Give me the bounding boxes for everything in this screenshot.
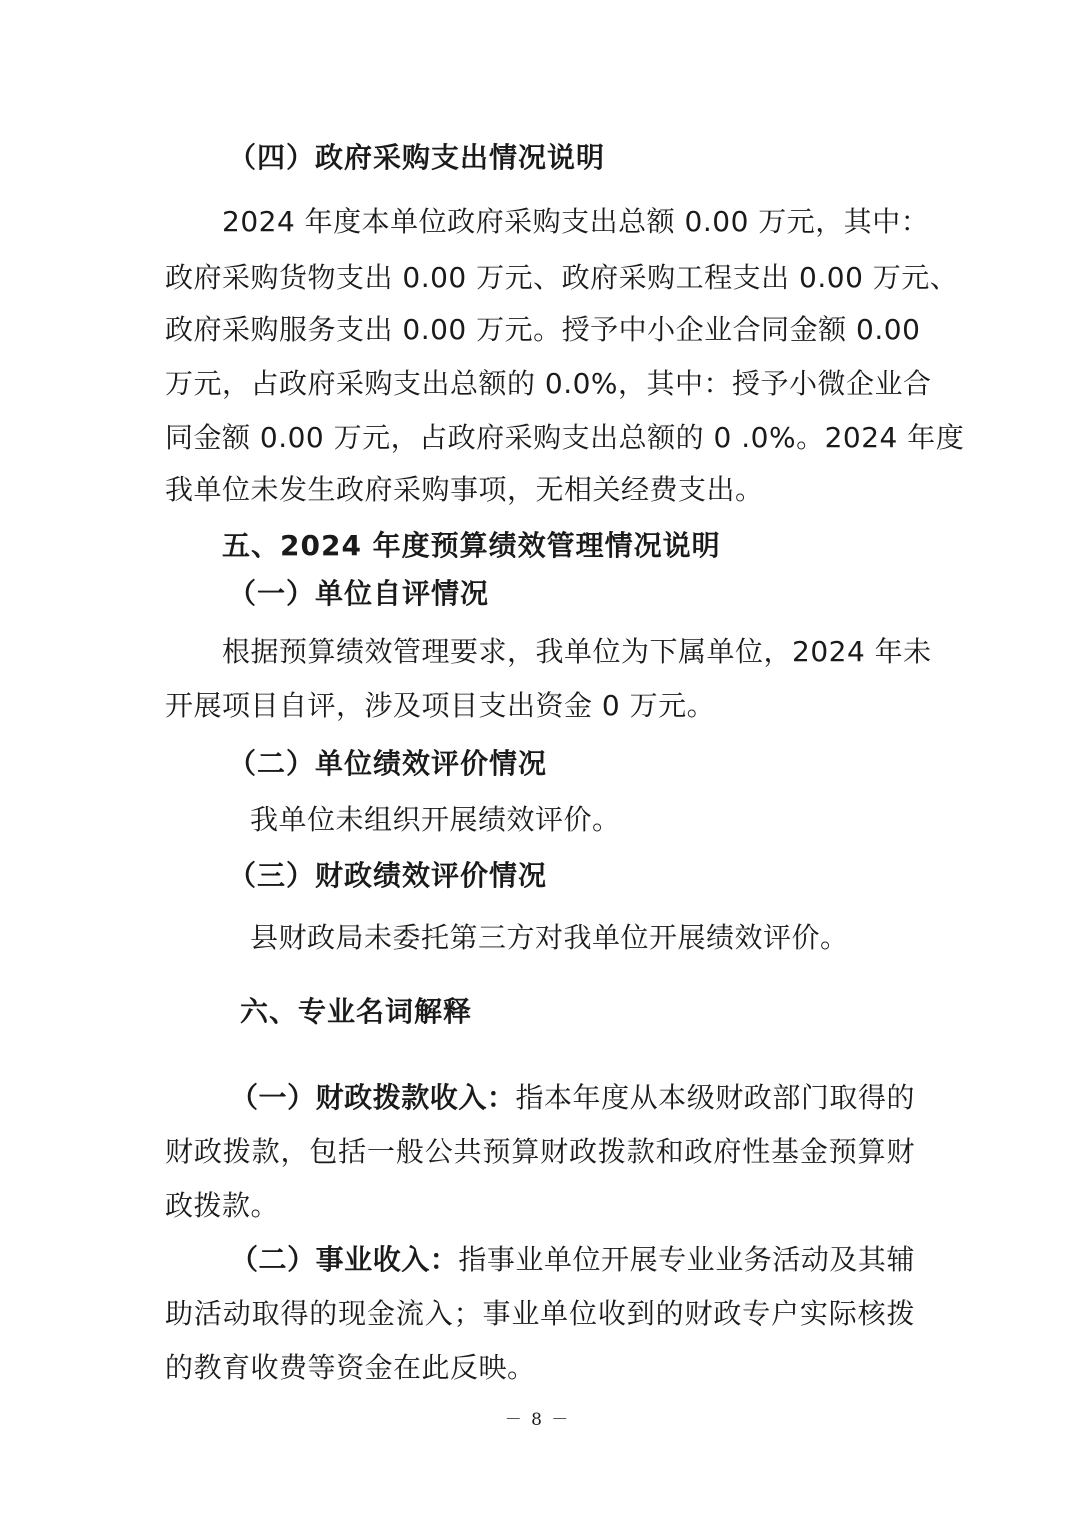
paragraph-line: 同金额 0.00 万元，占政府采购支出总额的 0 .0%。2024 年度 [165, 421, 965, 454]
glossary-term-definition: 指事业单位开展专业业务活动及其辅 [458, 1243, 915, 1276]
paragraph-line: 我单位未组织开展绩效评价。 [250, 803, 621, 836]
page-number: － 8 － [504, 1410, 571, 1430]
paragraph-line: 县财政局未委托第三方对我单位开展绩效评价。 [250, 921, 849, 954]
subsection-heading-unit-evaluation: （二）单位绩效评价情况 [228, 747, 548, 780]
paragraph-line: 财政拨款，包括一般公共预算财政拨款和政府性基金预算财 [165, 1135, 915, 1168]
paragraph-line: 万元，占政府采购支出总额的 0.0%，其中：授予小微企业合 [165, 367, 932, 400]
paragraph-line: 我单位未发生政府采购事项，无相关经费支出。 [165, 473, 764, 506]
subsection-heading-self-evaluation: （一）单位自评情况 [228, 577, 490, 610]
glossary-term-definition: 指本年度从本级财政部门取得的 [515, 1081, 915, 1114]
glossary-term-label: （一）财政拨款收入： [230, 1081, 516, 1114]
section-heading-procurement: （四）政府采购支出情况说明 [228, 141, 606, 174]
section-heading-performance: 五、2024 年度预算绩效管理情况说明 [222, 529, 721, 562]
section-heading-glossary: 六、专业名词解释 [240, 995, 473, 1028]
paragraph-line: 政府采购服务支出 0.00 万元。授予中小企业合同金额 0.00 [165, 313, 921, 346]
paragraph-line: 政拨款。 [165, 1189, 280, 1222]
paragraph-line: 开展项目自评，涉及项目支出资金 0 万元。 [165, 689, 716, 722]
subsection-heading-fiscal-evaluation: （三）财政绩效评价情况 [228, 859, 548, 892]
glossary-term-label: （二）事业收入： [230, 1243, 459, 1276]
paragraph-line: 助活动取得的现金流入；事业单位收到的财政专户实际核拨 [165, 1297, 915, 1330]
paragraph-line: 根据预算绩效管理要求，我单位为下属单位，2024 年未 [222, 635, 932, 668]
glossary-term-line [230, 1078, 915, 1118]
paragraph-line: 的教育收费等资金在此反映。 [165, 1351, 536, 1384]
paragraph-line: 政府采购货物支出 0.00 万元、政府采购工程支出 0.00 万元、 [165, 261, 959, 294]
glossary-term-line [230, 1240, 915, 1280]
paragraph-line: 2024 年度本单位政府采购支出总额 0.00 万元，其中： [222, 205, 930, 238]
